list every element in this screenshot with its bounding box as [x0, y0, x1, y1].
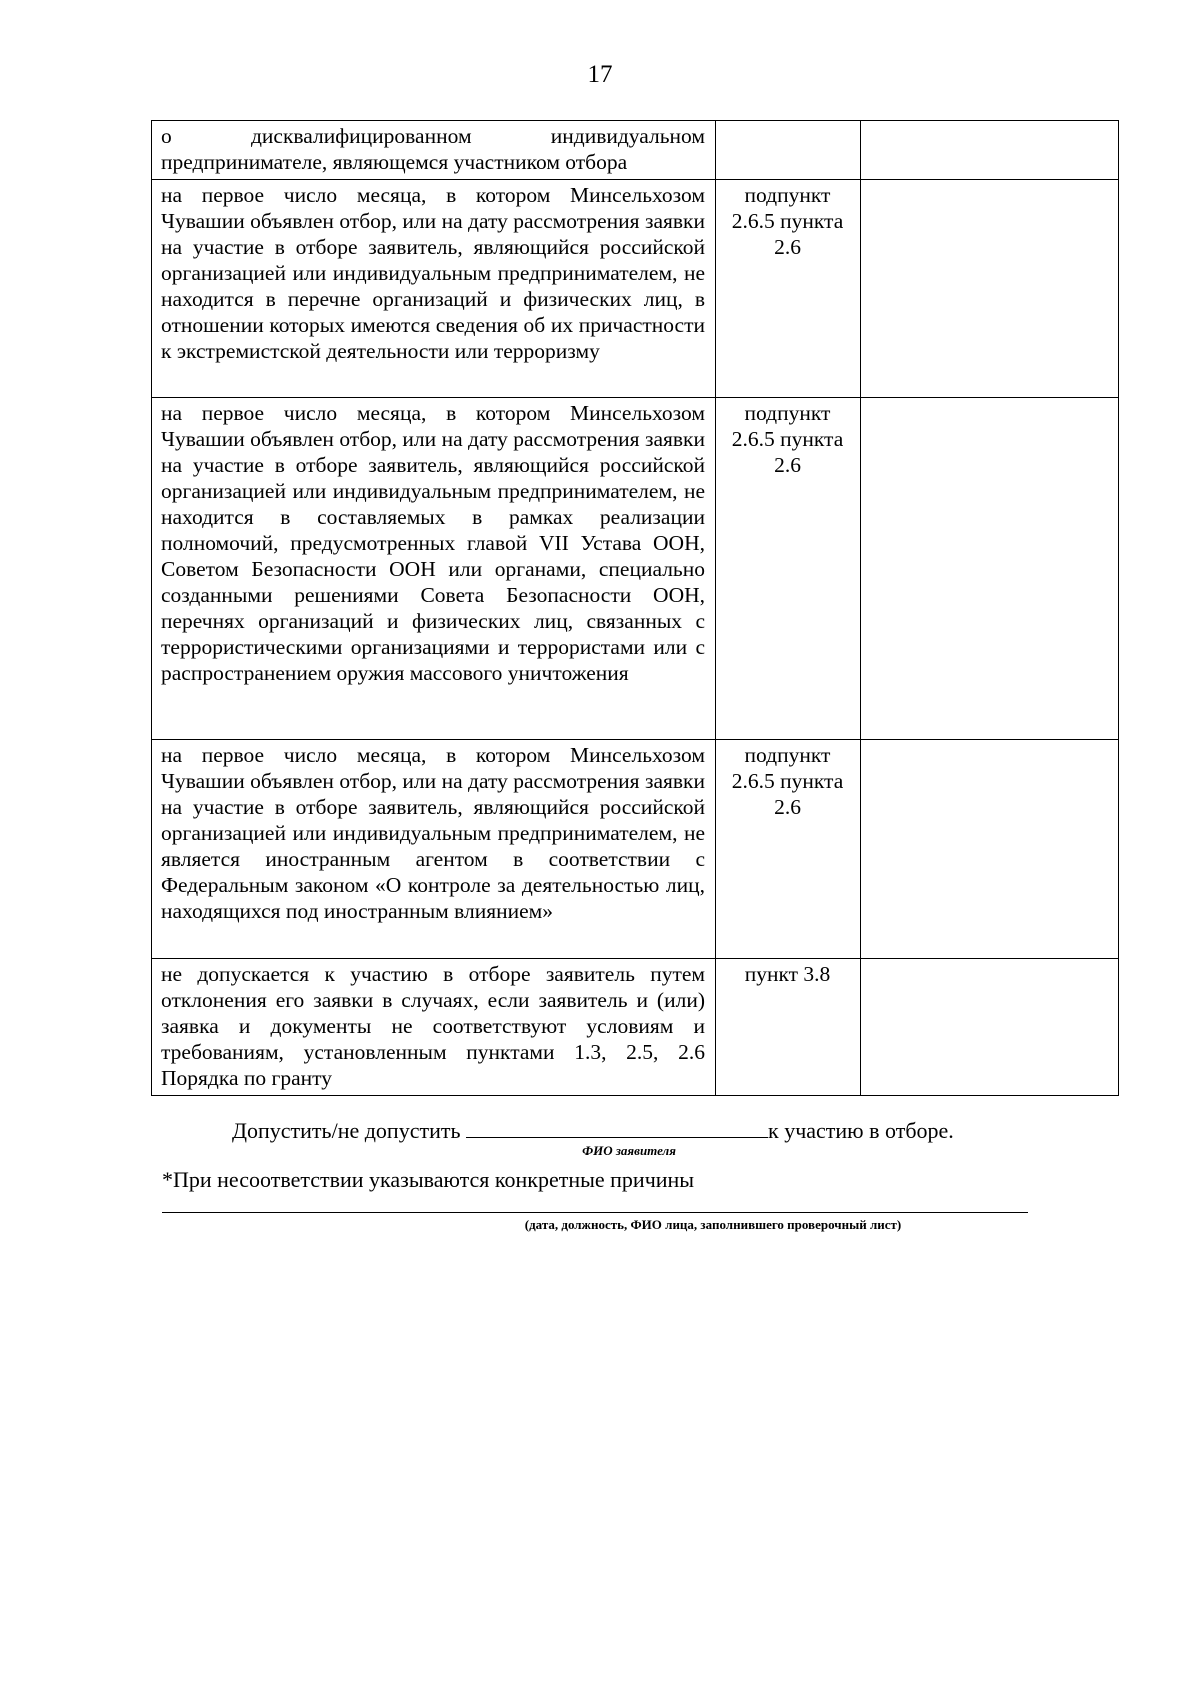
condition-cell: о дисквалифицированном индивидуальном предпринимателе, являющемся участником отбора: [152, 121, 716, 180]
checklist-table: [151, 120, 1119, 1096]
mismatch-note: *При несоответствии указываются конкретные причины: [162, 1167, 695, 1192]
reference-cell: подпункт 2.6.5 пункта 2.6: [716, 398, 861, 740]
result-cell[interactable]: [861, 180, 1119, 398]
signature-line[interactable]: [162, 1212, 1028, 1213]
table-row: [152, 740, 1119, 959]
table-row: [152, 121, 1119, 180]
condition-cell: на первое число месяца, в котором Минсельхозом Чувашии объявлен отбор, или на дату рассмотрения заявки на участие в отборе заявитель, являющийся российской организацией или индивидуальным предпринимателем, не является иностранным агентом в соответствии с Федеральным законом «О контроле за деятельностью лиц, находящихся под иностранным влиянием»: [152, 740, 716, 959]
signature-caption: (дата, должность, ФИО лица, заполнившего проверочный лист): [524, 1217, 902, 1232]
result-cell[interactable]: [861, 740, 1119, 959]
result-cell[interactable]: [861, 121, 1119, 180]
result-cell[interactable]: [861, 959, 1119, 1096]
condition-cell: на первое число месяца, в котором Минсельхозом Чувашии объявлен отбор, или на дату рассмотрения заявки на участие в отборе заявитель, являющийся российской организацией или индивидуальным предпринимателем, не находится в составляемых в рамках реализации полномочий, предусмотренных главой VII Устава ООН, Советом Безопасности ООН или органами, специально созданными решениями Совета Безопасности ООН, перечнях организаций и физических лиц, связанных с террористическими организациями и террористами или с распространением оружия массового уничтожения: [152, 398, 716, 740]
decision-suffix: к участию в отборе.: [768, 1118, 954, 1143]
decision-line: [232, 1117, 954, 1144]
result-cell[interactable]: [861, 398, 1119, 740]
condition-cell: на первое число месяца, в котором Минсельхозом Чувашии объявлен отбор, или на дату рассмотрения заявки на участие в отборе заявитель, являющийся российской организацией или индивидуальным предпринимателем, не находится в перечне организаций и физических лиц, в отношении которых имеются сведения об их причастности к экстремистской деятельности или терроризму: [152, 180, 716, 398]
table-row: [152, 180, 1119, 398]
table-row: [152, 959, 1119, 1096]
reference-cell: подпункт 2.6.5 пункта 2.6: [716, 740, 861, 959]
reference-cell: подпункт 2.6.5 пункта 2.6: [716, 180, 861, 398]
condition-cell: не допускается к участию в отборе заявитель путем отклонения его заявки в случаях, если заявитель и (или) заявка и документы не соответствуют условиям и требованиям, установленным пунктами 1.3, 2.5, 2.6 Порядка по гранту: [152, 959, 716, 1096]
page-number: 17: [587, 61, 613, 88]
reference-cell: пункт 3.8: [716, 959, 861, 1096]
reference-cell: [716, 121, 861, 180]
decision-prefix: Допустить/не допустить: [232, 1118, 466, 1143]
applicant-name-blank[interactable]: [466, 1117, 768, 1138]
applicant-name-caption: ФИО заявителя: [582, 1143, 676, 1158]
table-row: [152, 398, 1119, 740]
